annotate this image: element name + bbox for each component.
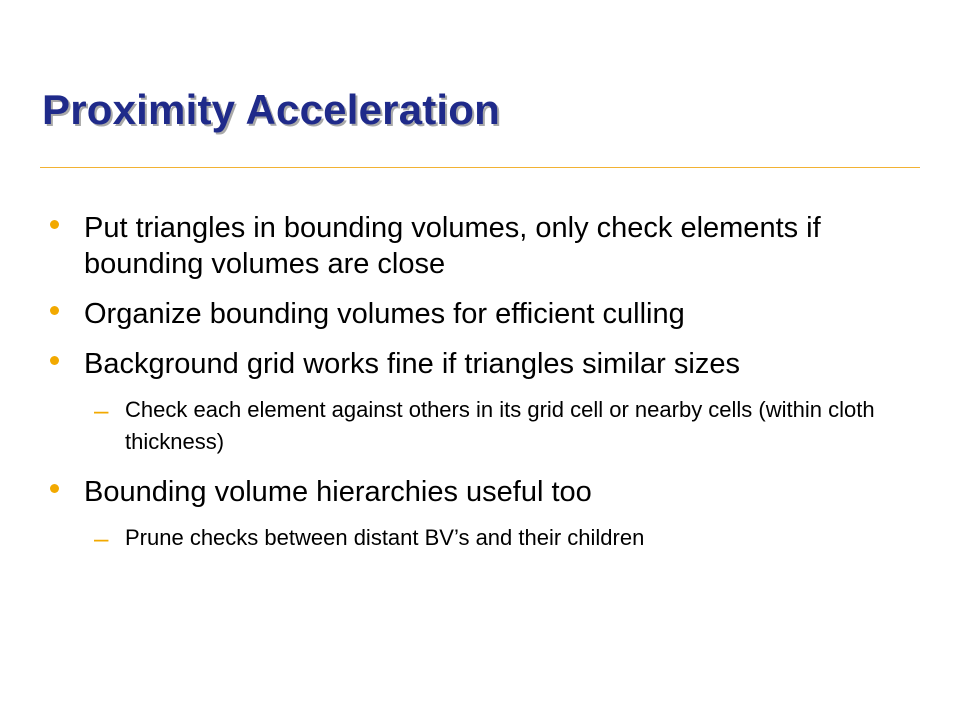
bullet-dot-icon xyxy=(50,220,59,229)
dash-icon: – xyxy=(94,395,109,425)
sub-bullet-text: Check each element against others in its grid cell or nearby cells (within cloth thickness) xyxy=(125,397,875,454)
dash-icon: – xyxy=(94,523,109,553)
bullet-text: Bounding volume hierarchies useful too xyxy=(84,476,592,508)
sub-bullet-item xyxy=(48,394,918,458)
bullet-item xyxy=(48,346,918,382)
bullet-item xyxy=(48,210,918,282)
bullet-text: Organize bounding volumes for efficient culling xyxy=(84,298,685,330)
slide-title: Proximity Acceleration xyxy=(42,86,501,133)
sub-bullet-text: Prune checks between distant BV’s and their children xyxy=(125,525,645,550)
sub-bullet-item xyxy=(48,522,918,554)
bullet-item xyxy=(48,296,918,332)
bullet-item xyxy=(48,474,918,510)
bullet-list xyxy=(48,210,918,570)
bullet-text: Background grid works fine if triangles similar sizes xyxy=(84,348,740,380)
bullet-text: Put triangles in bounding volumes, only check elements if bounding volumes are close xyxy=(84,212,821,280)
title-divider xyxy=(40,167,920,168)
bullet-dot-icon xyxy=(50,306,59,315)
bullet-dot-icon xyxy=(50,484,59,493)
bullet-dot-icon xyxy=(50,356,59,365)
